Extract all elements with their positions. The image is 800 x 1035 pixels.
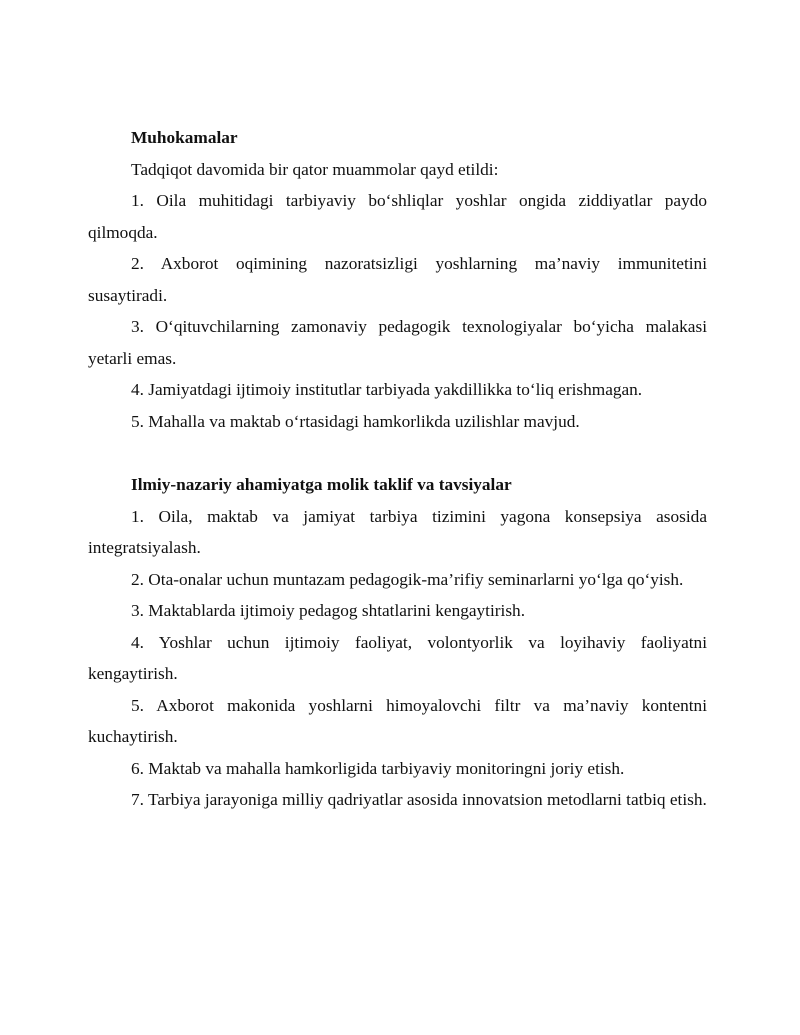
list-item: 3. Maktablarda ijtimoiy pedagog shtatlarini kengaytirish. bbox=[131, 601, 526, 620]
list-item: 5. Axborot makonida yoshlarni himoyalovchi filtr va ma’naviy kontentni kuchaytirish. bbox=[88, 695, 707, 746]
intro-paragraph: Tadqiqot davomida bir qator muammolar qayd etildi: bbox=[131, 159, 499, 179]
list-item: 4. Yoshlar uchun ijtimoiy faoliyat, volontyorlik va loyihaviy faoliyatni kengaytirish. bbox=[88, 632, 707, 683]
document-body bbox=[88, 122, 707, 816]
list-item: 2. Axborot oqimining nazoratsizligi yoshlarning ma’naviy immunitetini susaytiradi. bbox=[88, 254, 707, 305]
section-heading: Ilmiy-nazariy ahamiyatga molik taklif va tavsiyalar bbox=[131, 475, 512, 494]
discussion-section bbox=[88, 122, 707, 437]
list-item: 5. Mahalla va maktab o‘rtasidagi hamkorlikda uzilishlar mavjud. bbox=[131, 411, 580, 431]
recommendations-section bbox=[88, 469, 707, 816]
list-item: 1. Oila muhitidagi tarbiyaviy bo‘shliqlar yoshlar ongida ziddiyatlar paydo qilmoqda. bbox=[88, 191, 707, 242]
list-item: 4. Jamiyatdagi ijtimoiy institutlar tarbiyada yakdillikka to‘liq erishmagan. bbox=[131, 380, 643, 399]
section-heading: Muhokamalar bbox=[131, 128, 238, 147]
list-item: 7. Tarbiya jarayoniga milliy qadriyatlar asosida innovatsion metodlarni tatbiq etish. bbox=[131, 790, 707, 809]
section-spacer bbox=[88, 437, 707, 469]
list-item: 6. Maktab va mahalla hamkorligida tarbiyaviy monitoringni joriy etish. bbox=[131, 758, 625, 778]
list-item: 1. Oila, maktab va jamiyat tarbiya tizimini yagona konsepsiya asosida integratsiyalash. bbox=[88, 506, 707, 557]
list-item: 3. O‘qituvchilarning zamonaviy pedagogik texnologiyalar bo‘yicha malakasi yetarli emas. bbox=[88, 317, 707, 368]
list-item: 2. Ota-onalar uchun muntazam pedagogik-ma’rifiy seminarlarni yo‘lga qo‘yish. bbox=[131, 569, 684, 589]
